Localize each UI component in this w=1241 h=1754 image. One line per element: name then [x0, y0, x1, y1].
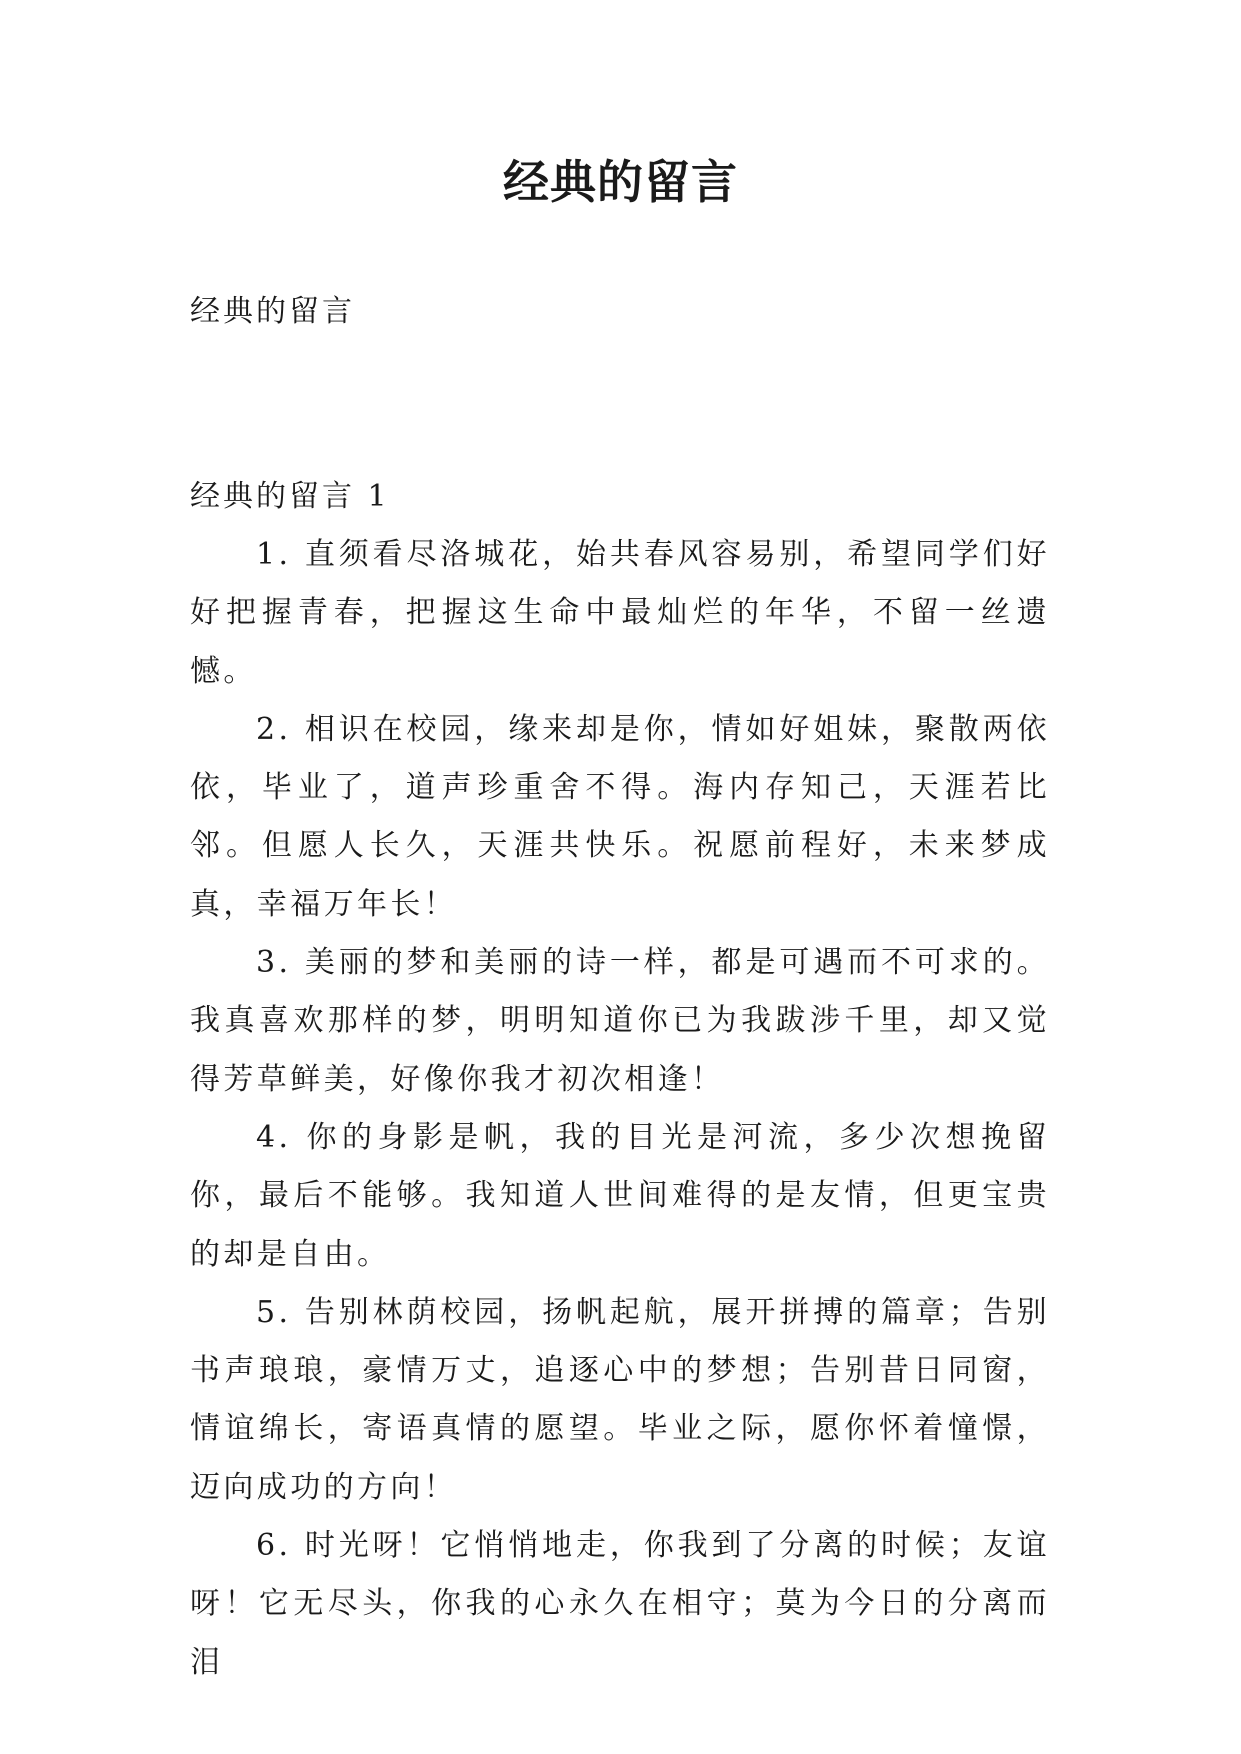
message-paragraph-5: 5. 告别林荫校园，扬帆起航，展开拼搏的篇章；告别书声琅琅，豪情万丈，追逐心中的梦想；告别昔日同窗，情谊绵长，寄语真情的愿望。毕业之际，愿你怀着憧憬，迈向成功的方向！	[190, 1294, 1050, 1505]
document-title: 经典的留言	[503, 155, 738, 209]
message-paragraph-4: 4. 你的身影是帆，我的目光是河流，多少次想挽留你，最后不能够。我知道人世间难得的是友情，但更宝贵的却是自由。	[190, 1119, 1050, 1272]
section-heading: 经典的留言 1	[190, 479, 390, 514]
document-body	[190, 468, 1050, 1692]
document-subtitle: 经典的留言	[190, 294, 355, 329]
message-paragraph-1: 1. 直须看尽洛城花，始共春风容易别，希望同学们好好把握青春，把握这生命中最灿烂的年华，不留一丝遗憾。	[190, 537, 1050, 689]
message-paragraph-3: 3. 美丽的梦和美丽的诗一样，都是可遇而不可求的。我真喜欢那样的梦，明明知道你已为我跋涉千里，却又觉得芳草鲜美，好像你我才初次相逢！	[190, 945, 1050, 1097]
message-paragraph-6: 6. 时光呀！它悄悄地走，你我到了分离的时候；友谊呀！它无尽头，你我的心永久在相守；莫为今日的分离而泪	[190, 1528, 1050, 1680]
message-paragraph-2: 2. 相识在校园，缘来却是你，情如好姐妹，聚散两依依，毕业了，道声珍重舍不得。海内存知己，天涯若比邻。但愿人长久，天涯共快乐。祝愿前程好，未来梦成真，幸福万年长！	[190, 711, 1050, 922]
